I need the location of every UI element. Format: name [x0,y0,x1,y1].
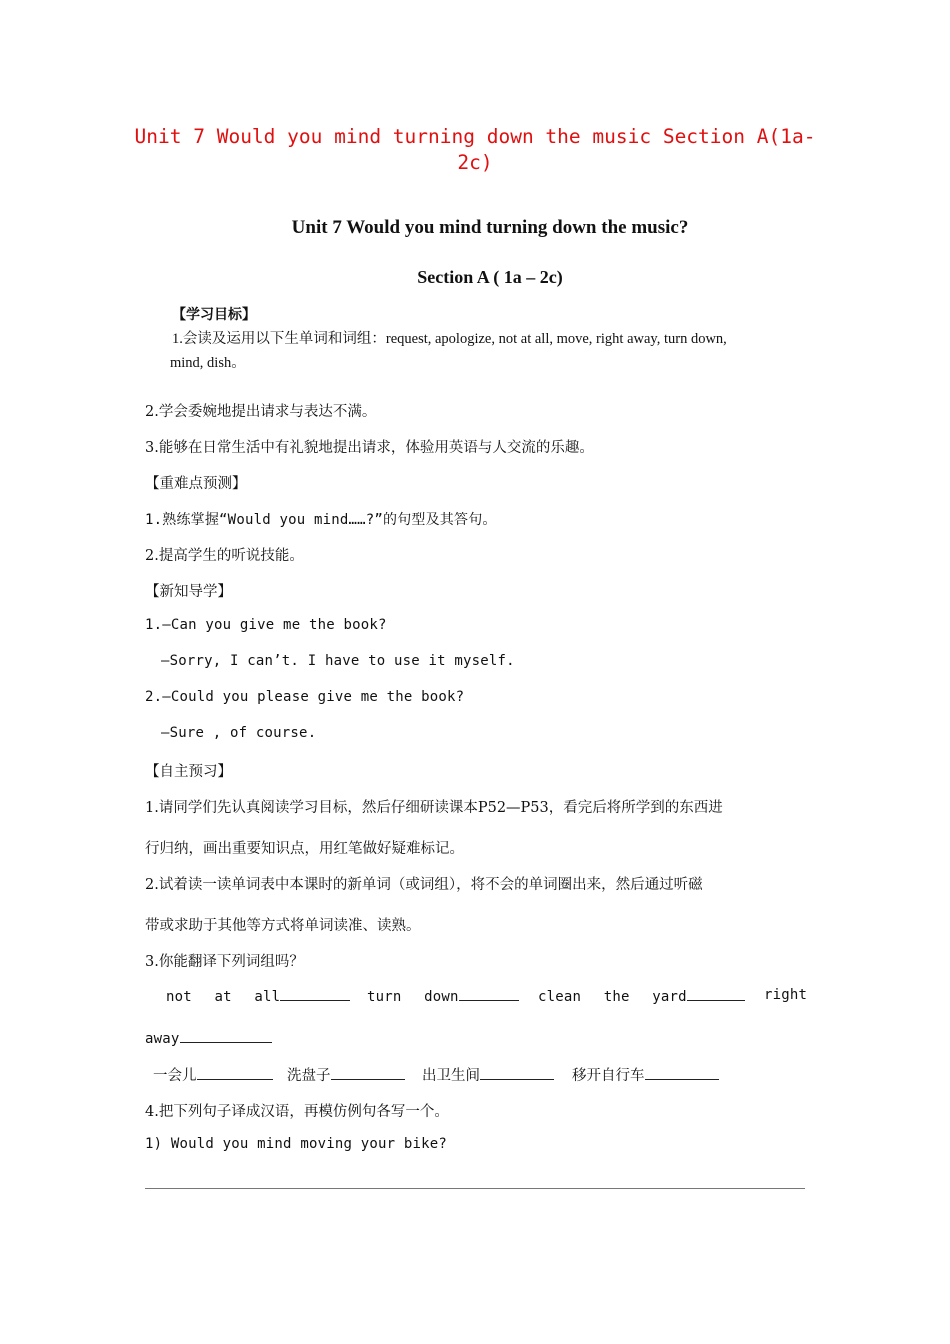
section-title [290,267,690,288]
phrase-turn-down [367,987,519,1005]
phrase-text: 洗盘子 [287,1068,331,1084]
dialogue-question-1: 1.—Can you give me the book? [145,617,387,633]
unit-subtitle-text: Unit 7 Would you mind turning down the music? [291,217,689,238]
objective-item-3: 3.能够在日常生活中有礼貌地提出请求，体验用英语与人交流的乐趣。 [145,440,594,456]
document-title-line2: 2c) [457,151,493,174]
answer-blank[interactable] [459,987,519,1001]
newknowledge-heading: 【新知导学】 [145,584,232,600]
answer-blank[interactable] [197,1066,273,1080]
keypoints-heading: 【重难点预测】 [145,476,247,492]
preview-item-2b: 带或求助于其他等方式将单词读准、读熟。 [145,918,421,934]
answer-blank[interactable] [331,1066,405,1080]
phrase-text: away [145,1031,180,1047]
keypoint-item-1: 1.熟练掌握“Would you mind……?”的句型及其答句。 [145,512,497,528]
unit-subtitle [140,217,840,239]
phrase-cn-1 [153,1064,273,1085]
dialogue-answer-1: —Sorry, I can’t. I have to use it myself. [161,653,515,669]
keypoint-item-2: 2.提高学生的听说技能。 [145,548,304,564]
phrase-right: right [764,987,808,1003]
answer-blank[interactable] [180,1029,272,1043]
phrase-text: turn down [367,989,459,1005]
preview-item-3: 3.你能翻译下列词组吗？ [145,954,304,970]
phrase-text: 移开自行车 [572,1068,645,1084]
section-title-text: Section A ( 1a – 2c) [417,267,563,287]
preview-item-1b: 行归纳，画出重要知识点，用红笔做好疑难标记。 [145,841,464,857]
phrase-away [145,1029,272,1047]
document-title [125,124,825,176]
answer-blank[interactable] [280,987,350,1001]
objective-item-2: 2.学会委婉地提出请求与表达不满。 [145,404,377,420]
preview-item-4: 4.把下列句子译成汉语，再模仿例句各写一个。 [145,1104,449,1120]
answer-blank[interactable] [645,1066,719,1080]
phrase-clean-the-yard [538,987,745,1005]
phrase-cn-3 [422,1064,554,1085]
answer-blank[interactable] [480,1066,554,1080]
answer-line[interactable] [145,1188,805,1189]
phrase-not-at-all [166,987,350,1005]
phrase-text: clean the yard [538,989,687,1005]
document-title-line1: Unit 7 Would you mind turning down the music Section A(1a- [134,125,816,148]
phrase-cn-2 [287,1064,405,1085]
phrase-text: 出卫生间 [422,1068,480,1084]
objectives-heading: 【学习目标】 [172,307,256,323]
dialogue-question-2: 2.—Could you please give me the book? [145,689,465,705]
dialogue-answer-2: —Sure , of course. [161,725,317,741]
preview-item-4-1: 1) Would you mind moving your bike? [145,1136,448,1152]
preview-item-2a: 2.试着读一读单词表中本课时的新单词（或词组），将不会的单词圈出来，然后通过听磁 [145,877,703,893]
objective-item-1: 1.会读及运用以下生单词和词组：request, apologize, not at all, move, right away, turn down, [172,331,727,347]
objective-item-1-cont: mind, dish。 [170,355,246,371]
preview-heading: 【自主预习】 [145,764,232,780]
preview-item-1a: 1.请同学们先认真阅读学习目标，然后仔细研读课本P52—P53，看完后将所学到的东西进 [145,800,723,816]
phrase-text: 一会儿 [153,1068,197,1084]
phrase-cn-4 [572,1064,719,1085]
answer-blank[interactable] [687,987,745,1001]
phrase-text: not at all [166,989,281,1005]
